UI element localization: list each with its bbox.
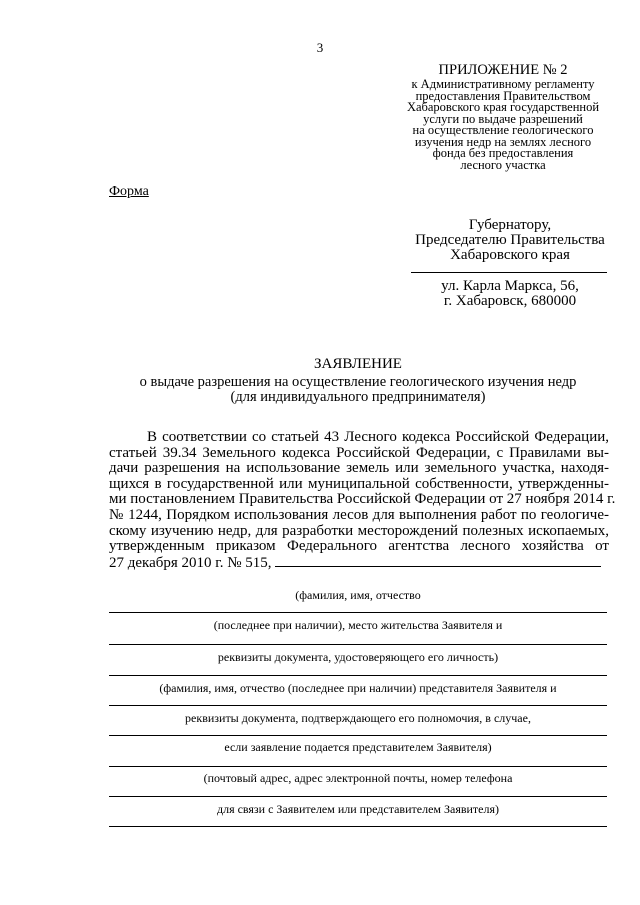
page-number: 3	[316, 40, 324, 55]
body-line: дачи разрешения на использование земель или земельного участка, находя-	[109, 460, 609, 477]
body-line-final	[109, 555, 609, 572]
form-label: Форма	[109, 184, 149, 199]
body-line: В соответствии со статьей 43 Лесного кодекса Российской Федерации,	[147, 429, 609, 445]
appendix-line: услуги по выдаче разрешений	[423, 111, 583, 126]
body-line: щихся в государственной или муниципальной собственности, утвержденны-	[109, 475, 609, 492]
body-line: скому изучению недр, для разработки месторождений полезных ископаемых,	[109, 522, 609, 539]
fill-in-line[interactable]	[109, 826, 607, 827]
subtitle-line: (для индивидуального предпринимателя)	[230, 389, 486, 405]
fill-in-line[interactable]	[109, 796, 607, 797]
appendix-block	[395, 62, 611, 171]
appendix-line: лесного участка	[460, 157, 546, 172]
address-line: ул. Карла Маркса, 56,	[441, 278, 579, 294]
field-caption: (фамилия, имя, отчество (последнее при наличии) представителя Заявителя и	[159, 681, 557, 695]
field-caption: (последнее при наличии), место жительства Заявителя и	[213, 618, 503, 632]
addressee-block	[405, 218, 615, 263]
fill-in-line[interactable]	[109, 644, 607, 645]
subtitle-line: о выдаче разрешения на осуществление геологического изучения недр	[139, 374, 577, 390]
field-caption: (почтовый адрес, адрес электронной почты, номер телефона	[203, 771, 513, 785]
addressee-line: Хабаровского края	[450, 247, 570, 263]
body-paragraph	[109, 429, 616, 571]
appendix-line: предоставления Правительством	[415, 88, 591, 103]
appendix-title: ПРИЛОЖЕНИЕ № 2	[438, 62, 568, 78]
document-subtitle	[0, 375, 640, 405]
address-line: г. Хабаровск, 680000	[443, 293, 577, 309]
fill-in-line[interactable]	[109, 766, 607, 767]
signature-line	[411, 272, 607, 273]
addressee-line: Председателю Правительства	[415, 232, 605, 248]
field-caption: для связи с Заявителем или представителем Заявителя)	[216, 802, 500, 816]
appendix-line: фонда без предоставления	[432, 146, 574, 160]
fill-in-line[interactable]	[109, 675, 607, 676]
body-line: статьей 39.34 Земельного кодекса Российской Федерации, с Правилами вы-	[109, 444, 609, 461]
appendix-line: изучения недр на землях лесного	[414, 134, 592, 149]
fill-in-line[interactable]	[109, 705, 607, 706]
field-caption: (фамилия, имя, отчество	[295, 588, 421, 602]
field-caption: реквизиты документа, подтверждающего его полномочия, в случае,	[185, 711, 531, 725]
fill-in-line[interactable]	[109, 735, 607, 736]
fill-in-line[interactable]	[109, 612, 607, 613]
body-line: 27 декабря 2010 г. № 515,	[109, 554, 272, 571]
field-caption: если заявление подается представителем Заявителя)	[224, 740, 492, 754]
field-caption: реквизиты документа, удостоверяющего его личность)	[217, 650, 499, 664]
appendix-line: Хабаровского края государственной	[406, 100, 600, 114]
body-line: ми постановлением Правительства Российской Федерации от 27 ноября 2014 г.	[109, 491, 616, 508]
fill-in-line[interactable]	[275, 555, 601, 567]
document-title: ЗАЯВЛЕНИЕ	[314, 356, 402, 372]
address-block	[405, 279, 615, 309]
appendix-line: к Административному регламенту	[411, 77, 595, 91]
body-line: № 1244, Порядком использования лесов для выполнения работ по геологиче-	[109, 506, 609, 523]
appendix-line: на осуществление геологического	[412, 123, 594, 137]
addressee-line: Губернатору,	[468, 217, 552, 233]
body-line: утвержденным приказом Федерального агентства лесного хозяйства от	[109, 538, 609, 555]
